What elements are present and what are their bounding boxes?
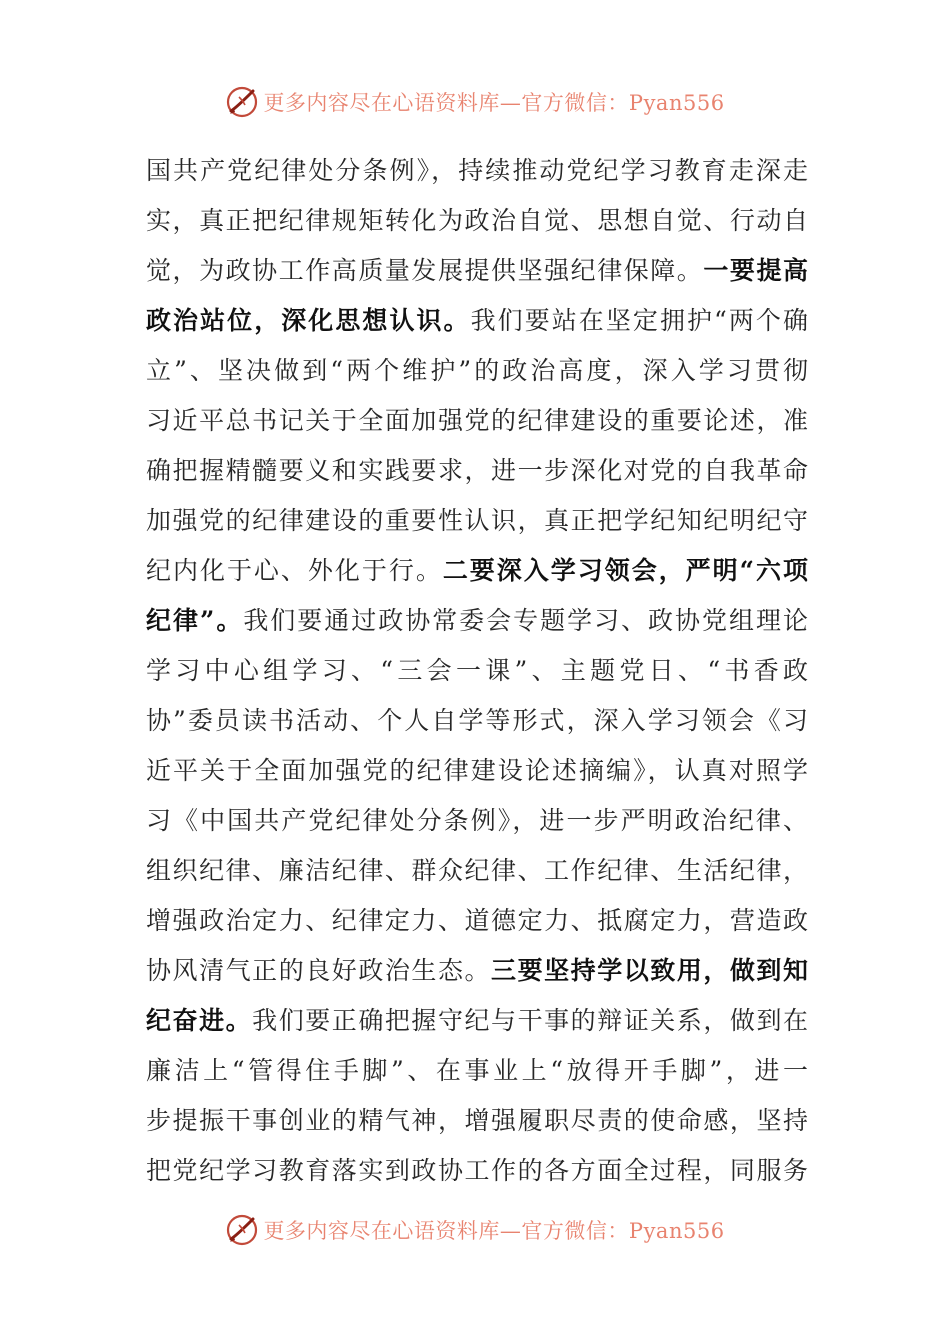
body-text-segment: 协风清气正的良好政治生态。 bbox=[146, 956, 492, 985]
body-text-segment: 实，真正把纪律规矩转化为政治自觉、思想自觉、行动自 bbox=[146, 206, 808, 235]
body-line bbox=[146, 696, 808, 746]
body-line bbox=[146, 396, 808, 446]
body-text-segment: 学习中心组学习、“三会一课”、主题党日、“书香政 bbox=[146, 656, 808, 685]
body-text-segment: 我们要站在坚定拥护“两个确 bbox=[470, 306, 808, 335]
bold-heading-text: 二要深入学习领会，严明“六项 bbox=[442, 556, 808, 585]
bold-heading-text: 三要坚持学以致用，做到知 bbox=[491, 956, 808, 985]
body-text-segment: 近平关于全面加强党的纪律建设论述摘编》，认真对照学 bbox=[146, 756, 808, 785]
body-line bbox=[146, 346, 808, 396]
footer-banner bbox=[0, 1210, 950, 1250]
body-line bbox=[146, 896, 808, 946]
body-line bbox=[146, 946, 808, 996]
body-text-segment: 协”委员读书活动、个人自学等形式，深入学习领会《习 bbox=[146, 706, 808, 735]
body-text-segment: 步提振干事创业的精气神，增强履职尽责的使命感，坚持 bbox=[146, 1106, 808, 1135]
body-line bbox=[146, 796, 808, 846]
body-line bbox=[146, 546, 808, 596]
pen-logo-icon bbox=[225, 85, 259, 119]
pen-logo-icon bbox=[225, 1213, 259, 1247]
body-text-segment: 国共产党纪律处分条例》，持续推动党纪学习教育走深走 bbox=[146, 156, 808, 185]
body-text-segment: 纪内化于心、外化于行。 bbox=[146, 556, 443, 585]
body-line bbox=[146, 1096, 808, 1146]
body-text-segment: 立”、坚决做到“两个维护”的政治高度，深入学习贯彻 bbox=[146, 356, 808, 385]
body-text-segment: 觉，为政协工作高质量发展提供坚强纪律保障。 bbox=[146, 256, 704, 285]
body-text-segment: 组织纪律、廉洁纪律、群众纪律、工作纪律、生活纪律， bbox=[146, 856, 808, 885]
body-line bbox=[146, 446, 808, 496]
body-text-segment: 加强党的纪律建设的重要性认识，真正把学纪知纪明纪守 bbox=[146, 506, 808, 535]
body-line bbox=[146, 246, 808, 296]
body-line bbox=[146, 846, 808, 896]
document-body bbox=[146, 146, 808, 1196]
body-text-segment: 习近平总书记关于全面加强党的纪律建设的重要论述，准 bbox=[146, 406, 808, 435]
body-line bbox=[146, 146, 808, 196]
body-line bbox=[146, 746, 808, 796]
footer-banner-text: 更多内容尽在心语资料库—官方微信：Pyan556 bbox=[263, 1219, 725, 1243]
body-line bbox=[146, 496, 808, 546]
bold-heading-text: 政治站位，深化思想认识。 bbox=[146, 306, 471, 335]
body-line bbox=[146, 196, 808, 246]
body-line bbox=[146, 1146, 808, 1196]
body-line bbox=[146, 1046, 808, 1096]
body-text-segment: 增强政治定力、纪律定力、道德定力、抵腐定力，营造政 bbox=[146, 906, 808, 935]
body-text-segment: 确把握精髓要义和实践要求，进一步深化对党的自我革命 bbox=[146, 456, 808, 485]
bold-heading-text: 纪奋进。 bbox=[146, 1006, 253, 1035]
body-line bbox=[146, 596, 808, 646]
body-line bbox=[146, 296, 808, 346]
body-text-segment: 习《中国共产党纪律处分条例》，进一步严明政治纪律、 bbox=[146, 806, 808, 835]
bold-heading-text: 纪律”。 bbox=[146, 606, 244, 635]
header-banner-text: 更多内容尽在心语资料库—官方微信：Pyan556 bbox=[263, 91, 725, 115]
body-line bbox=[146, 646, 808, 696]
body-line bbox=[146, 996, 808, 1046]
body-text-segment: 把党纪学习教育落实到政协工作的各方面全过程，同服务 bbox=[146, 1156, 808, 1185]
body-text-segment: 廉洁上“管得住手脚”、在事业上“放得开手脚”，进一 bbox=[146, 1056, 808, 1085]
header-banner bbox=[0, 82, 950, 122]
bold-heading-text: 一要提高 bbox=[703, 256, 808, 285]
body-text-segment: 我们要正确把握守纪与干事的辩证关系，做到在 bbox=[252, 1006, 808, 1035]
body-text-segment: 我们要通过政协常委会专题学习、政协党组理论 bbox=[243, 606, 808, 635]
